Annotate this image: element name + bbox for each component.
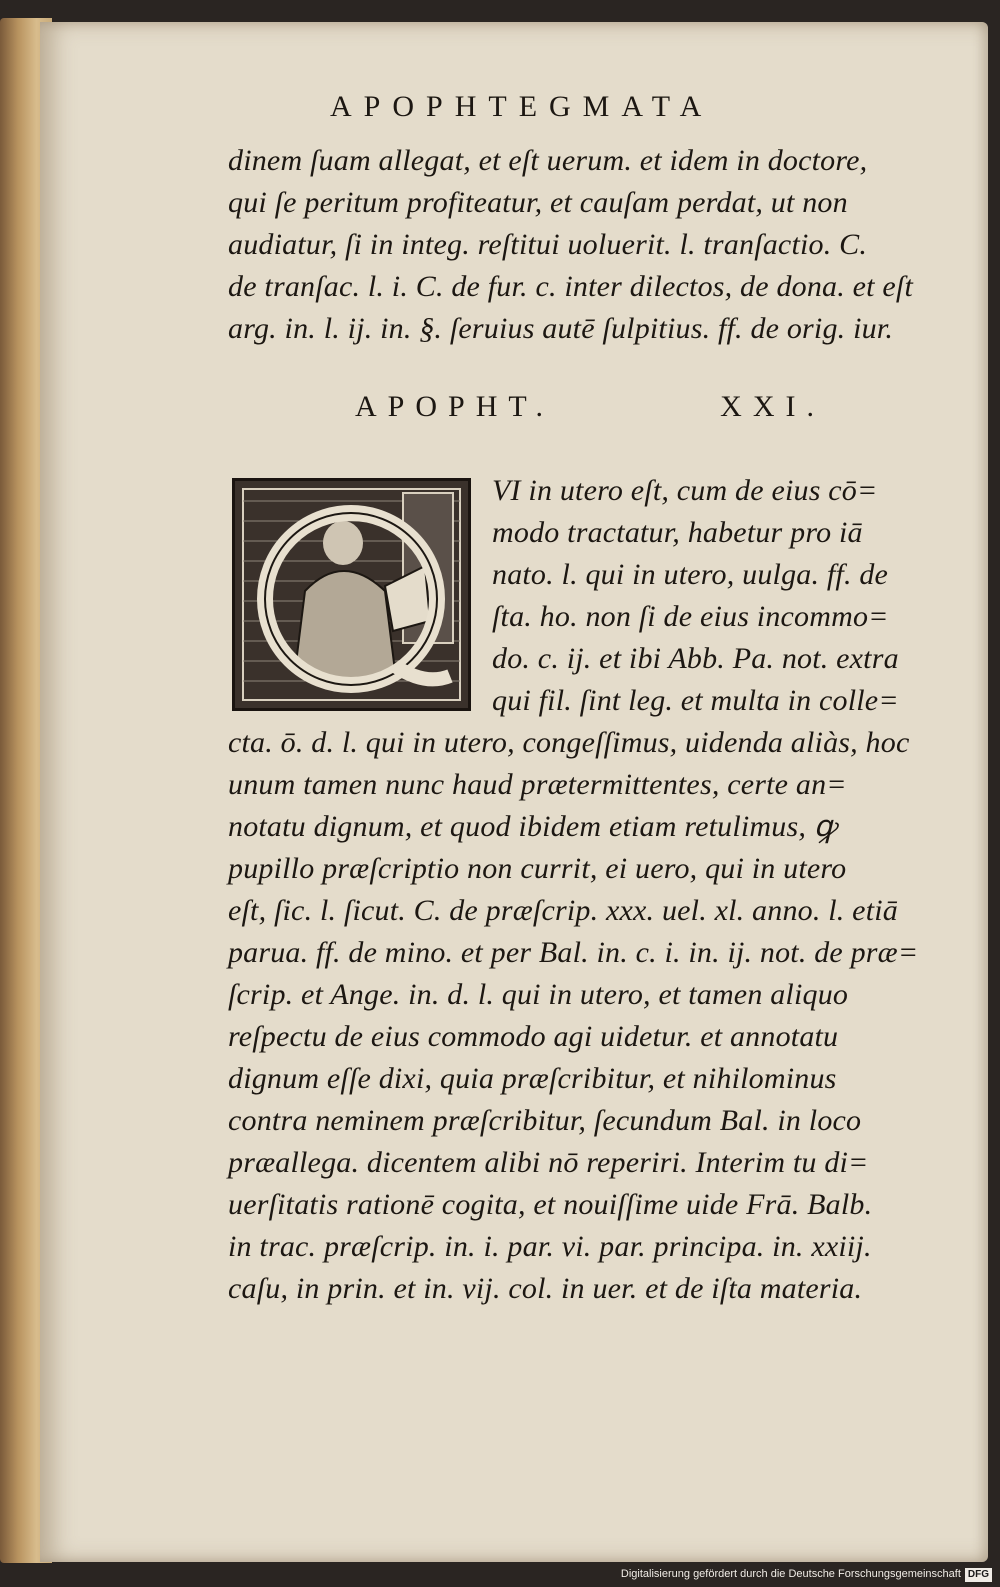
text-line: dignum eſſe dixi, quia præſcribitur, et nihilominus [228, 1062, 837, 1095]
text-line: unum tamen nunc haud prætermittentes, certe an= [228, 768, 847, 801]
body-paragraph [228, 722, 918, 1310]
text-line: dinem ſuam allegat, et eſt uerum. et idem in doctore, [228, 144, 868, 177]
top-paragraph [228, 140, 918, 350]
text-line: cta. ō. d. l. qui in utero, congeſſimus, uidenda aliàs, hoc [228, 726, 910, 759]
text-line: eſt, ſic. l. ſicut. C. de præſcrip. xxx. uel. xl. anno. l. etiā [228, 894, 898, 927]
text-line: modo tractatur, habetur pro iā [492, 516, 863, 549]
text-line: caſu, in prin. et in. vij. col. in uer. et de iſta materia. [228, 1272, 863, 1305]
text-line: parua. ff. de mino. et per Bal. in. c. i. in. ij. not. de præ= [228, 936, 919, 969]
text-line: ſta. ho. non ſi de eius incommo= [492, 600, 889, 633]
text-line: nato. l. qui in utero, uulga. ff. de [492, 558, 889, 591]
credit-text: Digitalisierung gefördert durch die Deutsche Forschungsgemeinschaft [620, 1568, 961, 1580]
text-line: præallega. dicentem alibi nō reperiri. Interim tu di= [228, 1146, 869, 1179]
section-number: XXI. [720, 390, 825, 423]
text-line: audiatur, ſi in integ. reſtitui uoluerit. l. tranſactio. C. [228, 228, 868, 261]
text-line: pupillo præſcriptio non currit, ei uero, qui in utero [228, 852, 847, 885]
text-line: qui ſe peritum profiteatur, et cauſam perdat, ut non [228, 186, 848, 219]
running-head: APOPHTEGMATA [330, 90, 714, 123]
section-label: APOPHT. [355, 390, 554, 423]
text-line: qui fil. ſint leg. et multa in colle= [492, 684, 899, 717]
text-line: do. c. ij. et ibi Abb. Pa. not. extra [492, 642, 899, 675]
woodcut-initial-image [232, 478, 471, 711]
text-line: reſpectu de eius commodo agi uidetur. et annotatu [228, 1020, 839, 1053]
text-line: de tranſac. l. i. C. de fur. c. inter dilectos, de dona. et eſt [228, 270, 913, 303]
text-line: uerſitatis rationē cogita, et nouiſſime uide Frā. Balb. [228, 1188, 873, 1221]
text-line: ſcrip. et Ange. in. d. l. qui in utero, et tamen aliquo [228, 978, 849, 1011]
text-line: in trac. præſcrip. in. i. par. vi. par. principa. in. xxiij. [228, 1230, 872, 1263]
text-line: notatu dignum, et quod ibidem etiam retulimus, ꝙ [228, 810, 837, 843]
text-line: arg. in. l. ij. in. §. ſeruius autē ſulpitius. ff. de orig. iur. [228, 312, 894, 345]
initial-adjacent-text [492, 470, 922, 722]
section-heading [355, 390, 825, 424]
digitization-credit [600, 1562, 1000, 1587]
text-line: contra neminem præſcribitur, ſecundum Bal. in loco [228, 1104, 862, 1137]
dfg-logo: DFG [965, 1568, 992, 1582]
text-line: VI in utero eſt, cum de eius cō= [492, 474, 878, 507]
